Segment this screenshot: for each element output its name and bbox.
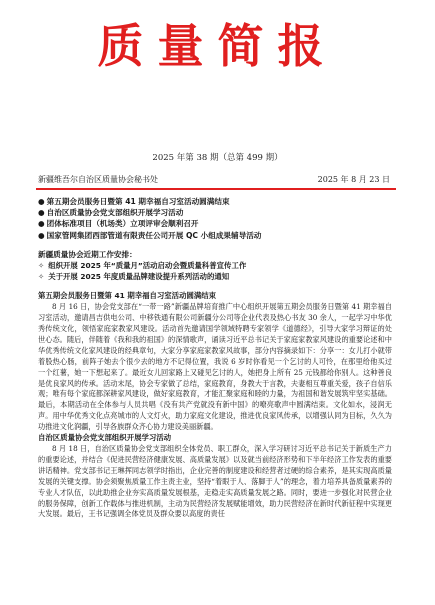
newsletter-body	[38, 196, 392, 520]
issue-number: 2025 年第 38 期（总第 499 期）	[152, 153, 283, 163]
publish-date: 2025 年 8 月 23 日	[317, 175, 390, 184]
article-heading: 第五期会员服务日暨第 41 期幸福自习室活动圆满结束	[38, 291, 217, 301]
work-plan-title: 新疆质量协会近期工作安排：	[38, 249, 137, 259]
toc-item[interactable]: ● 自治区质量协会党支部组织开展学习活动	[38, 208, 184, 218]
diamond-icon: ✧	[38, 271, 45, 281]
toc-item[interactable]: ● 第五期会员服务日暨第 41 期幸福自习室活动圆满结束	[38, 197, 230, 206]
diamond-icon: ✧	[38, 260, 45, 270]
toc-item[interactable]: ● 团体标准项目（机场类）立项评审会顺利召开	[38, 219, 199, 229]
article-body: 8 月 16 日，协会党支部在“一带一路”新疆品牌培育推广中心组织开展第五期会员服务日暨第 41 期幸福自习室活动，邀请昌吉供电公司、中移铁通有限公司新疆分公司等企业代表及热心书友 30 余人，一起学习中华优秀传统文化，领悟家庭家教家风建设。活动首先邀请国学领域特聘专家领学《道德经》，引导大家学习辩证的处世心态。随后，伴随着《我和我的祖国》的深情歌声，诵读习近平总书记关于家庭家教家风建设的重要论述和中华优秀传统文化家风建设的经典章句，大家分享家庭家教家风故事，部分内容摘录如下：分享一：女儿打小就带着股热心肠，前阵子她去个很少去的地方不记得位置，我说 6 岁时你看见一个乞讨的人可怜，在那里给他买过一个红薯，她一下想起来了。最近女儿回家路上又碰见乞讨的人，她把身上所有 25 元钱都给你别人。这种善良是优良家风的传承。活动末尾，协会专家做了总结，家庭教育，身教大于言教，夫妻相互尊重关爱，孩子自信乐观；唯有每个家庭都深耕家风建设，做好家庭教育，才能汇聚家庭和睦的力量，为祖国和谐发展筑牢坚实基础。最后，本期活动在全体参与人员共唱《没有共产党就没有新中国》的嘹亮歌声中圆满结束。文化如水，浸润无声。用中华优秀文化点亮城市的人文灯火，助力家庭文化建设，推进优良家风传承，以增强认同为目标，久久为功推进文化润疆，引导各族群众齐心协力建设美丽新疆。	[38, 302, 392, 432]
work-plan-item: ✧ 组织开展 2025 年“质量月”活动启动会暨质量科普宣传工作	[38, 260, 247, 270]
bullet-icon: ●	[38, 208, 45, 218]
bullet-icon: ●	[38, 230, 45, 240]
toc-item[interactable]: ● 国家管网集团西部管道有限责任公司开展 QC 小组成果辅导活动	[38, 230, 262, 240]
table-of-contents	[38, 196, 392, 241]
work-plan-list	[38, 261, 392, 283]
work-plan-item: ✧ 关于开展 2025 年度质量品牌建设提升系列活动的通知	[38, 271, 230, 281]
header-divider	[36, 188, 396, 190]
publisher: 新疆维吾尔自治区质量协会秘书处	[38, 175, 158, 184]
publication-info	[38, 174, 390, 186]
article-body: 8 月 18 日，自治区质量协会党支部组织全体党员、职工群众，深入学习研讨习近平总书记关于新质生产力的重要论述，并结合《促进民营经济健康发展、高质量发展》以及就当前经济形势和下半年经济工作发表的重要讲话精神。党支部书记王琳挥同志领学时指出，企业完善的制度建设和经营者过硬的综合素养，是其实现高质量发展的关键支撑。协会须聚焦质量工作主责主业，坚持“着眼于人、落脚于人”的理念，着力培养具备质量素养的专业人才队伍，以此助推企业夯实高质量发展根基，走稳走实高质量发展之路。同时，要进一步强化对民营企业的服务保障，创新工作载体与推进机制，主动为民营经济发展赋能增效，助力民营经济在新时代新征程中实现更大发展。最后，王书记强调全体党员及群众要以高度的责任	[38, 444, 392, 519]
bullet-icon: ●	[38, 219, 45, 229]
bullet-icon: ●	[38, 197, 45, 206]
article-heading: 自治区质量协会党支部组织开展学习活动	[38, 433, 172, 443]
masthead-title: 质量简报	[97, 19, 338, 73]
